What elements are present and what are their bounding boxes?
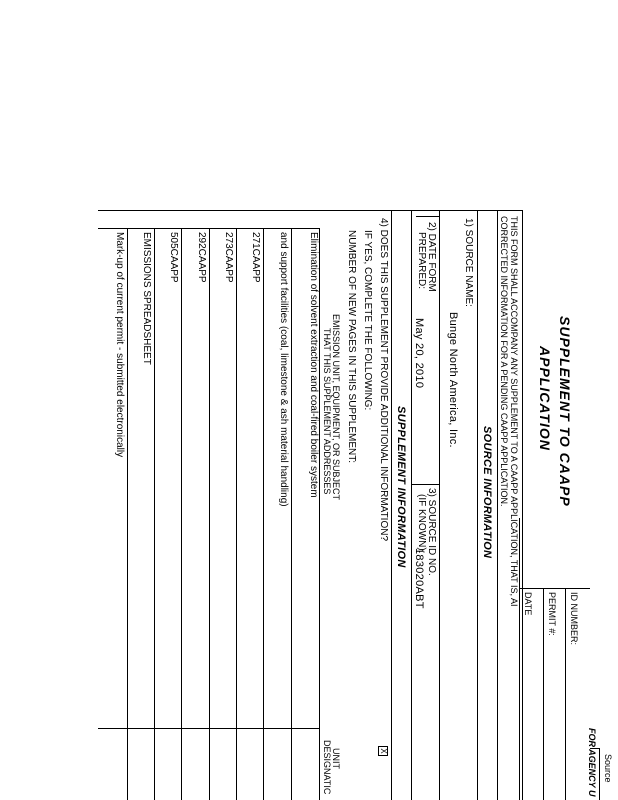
- source-info-header-top: [497, 210, 498, 800]
- column-header-unit-1: UNIT: [331, 748, 341, 769]
- table-row: Mark-up of current permit - submitted electronically: [114, 232, 125, 458]
- source-name-rule: [439, 210, 440, 800]
- question-4-checkbox[interactable]: X: [378, 746, 388, 756]
- date-form-label-2: PREPARED:: [416, 232, 427, 290]
- table-row: 292CAAPP: [196, 232, 207, 283]
- column-header-subject-1: EMISSION UNIT, EQUIPMENT, OR SUBJECT: [331, 314, 341, 501]
- table-row: 271CAAPP: [250, 232, 261, 283]
- supplement-header-bottom: [391, 210, 392, 800]
- supplement-information-header: SUPPLEMENT INFORMATION: [395, 406, 407, 568]
- form-top-rule: [522, 210, 523, 800]
- table-top: [319, 228, 320, 800]
- source-id-label-1: 3) SOURCE ID NO.: [426, 488, 437, 576]
- table-row-line: [154, 228, 155, 800]
- agency-id-box-left: [520, 588, 590, 589]
- source-information-header: SOURCE INFORMATION: [481, 426, 493, 559]
- id-number-label: ID NUMBER:: [569, 592, 579, 646]
- table-row: 505CAAPP: [168, 232, 179, 283]
- source-name-label: 1) SOURCE NAME:: [463, 218, 474, 307]
- form-title-line-1: SUPPLEMENT TO CAAPP: [557, 316, 573, 507]
- table-row: and support facilities (coal, limestone & ash material handling): [278, 232, 289, 507]
- source-name-value: Bunge North America, Inc.: [447, 312, 459, 448]
- table-row: 273CAAPP: [223, 232, 234, 283]
- table-row-line: [263, 228, 264, 800]
- source-tab-label: Source: [603, 754, 613, 783]
- instructions-line-1: THIS FORM SHALL ACCOMPANY ANY SUPPLEMENT TO A CAAPP APPLICATION, THAT IS, AI: [509, 216, 519, 607]
- source-id-value: 183020ABT: [413, 548, 425, 609]
- table-row-line: [127, 228, 128, 800]
- table-row: Elimination of solvent extraction and coal-fired boiler system: [308, 232, 319, 498]
- source-id-label-2: (IF KNOWN):: [416, 494, 427, 554]
- agency-row-2: [543, 588, 544, 800]
- table-row-line: [291, 228, 292, 800]
- date-row-divider: [412, 484, 440, 485]
- source-info-header-bottom: [477, 210, 478, 800]
- date-label: DATE: [523, 592, 533, 616]
- agency-box-top: [599, 748, 600, 800]
- table-row-line: [181, 228, 182, 800]
- agency-row-3: [519, 518, 520, 800]
- date-form-label-1: 2) DATE FORM: [426, 222, 437, 292]
- date-row-bottom: [411, 210, 412, 800]
- column-header-subject-2: THAT THIS SUPPLEMENT ADDRESSES: [322, 328, 332, 495]
- agency-row-1: [565, 588, 566, 800]
- form-left-border: [98, 210, 523, 211]
- question-4-label: 4) DOES THIS SUPPLEMENT PROVIDE ADDITIONAL INFORMATION?: [378, 218, 389, 542]
- instructions-line-2: CORRECTED INFORMATION FOR A PENDING CAAPP APPLICATION.: [499, 216, 509, 507]
- form-title-line-2: APPLICATION: [537, 346, 553, 451]
- caapp-supplement-form: [98, 188, 618, 800]
- num-pages-label: NUMBER OF NEW PAGES IN THIS SUPPLEMENT:: [346, 230, 357, 463]
- agency-use-label: FOR AGENCY U: [587, 728, 597, 797]
- date-form-value: May 20, 2010: [413, 318, 425, 389]
- permit-label: PERMIT #:: [547, 592, 557, 636]
- column-header-unit-2: DESIGNATIC: [322, 740, 332, 795]
- table-row-line: [236, 228, 237, 800]
- table-row: EMISSIONS SPREADSHEET: [141, 232, 152, 365]
- table-row-line: [209, 228, 210, 800]
- if-yes-label: IF YES, COMPLETE THE FOLLOWING:: [362, 230, 373, 411]
- date-row-left-inner: [416, 216, 440, 217]
